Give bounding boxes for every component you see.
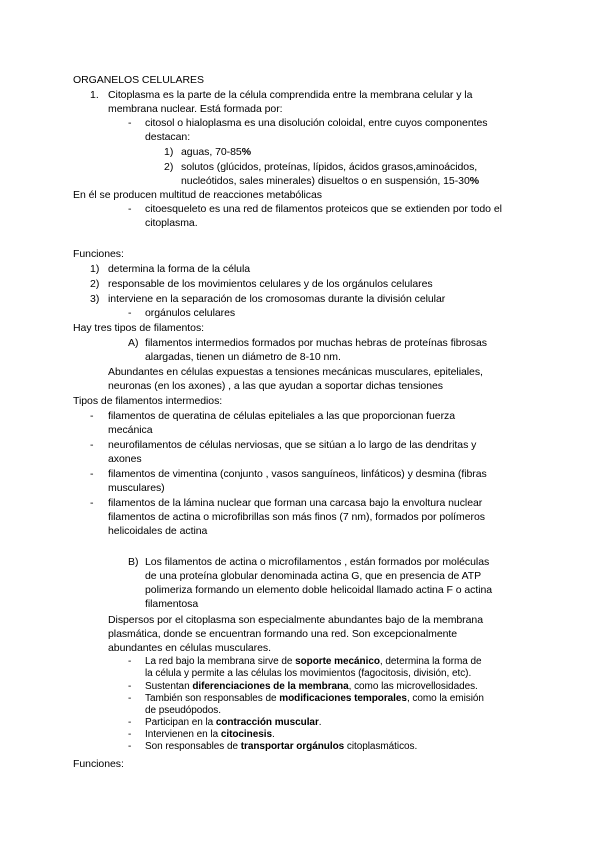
paragraph-line: polimeriza formando un elemento doble helicoidal llamado actina F o actina [145,584,493,596]
list-marker: - [128,117,132,129]
list-marker: B) [128,556,139,568]
list-marker: - [90,410,94,422]
list-item: orgánulos celulares [145,307,236,319]
paragraph-line: de una proteína globular denominada actina G, que en presencia de ATP [145,570,482,582]
list-marker: - [90,497,94,509]
paragraph-line: plasmática, donde se encuentran formando una red. Son excepcionalmente [108,628,458,640]
list-marker: 2) [90,278,100,290]
list-item-text: , como las microvellosidades. [348,681,478,692]
list-marker: - [128,717,132,728]
list-marker: 1) [164,146,174,158]
list-marker: 3) [90,293,100,305]
paragraph-line: En él se producen multitud de reacciones metabólicas [73,189,322,201]
list-item-text: La red bajo la membrana sirve de [145,656,296,667]
list-marker: - [128,741,132,752]
list-item [181,174,479,188]
list-item: filamentos de la lámina nuclear que forman una carcasa bajo la envoltura nuclear [108,497,483,509]
list-item-text: Participan en la [145,717,216,728]
paragraph-line: citosol o hialoplasma es una disolución coloidal, entre cuyos componentes [145,117,488,129]
list-item: determina la forma de la célula [108,263,251,275]
list-item: solutos (glúcidos, proteínas, lípidos, ácidos grasos,aminoácidos, [181,161,478,173]
bold-term: modificaciones temporales [279,693,407,704]
list-item: musculares) [108,482,165,494]
bold-term: citocinesis [220,729,272,740]
list-item: filamentos de queratina de células epiteliales a las que proporcionan fuerza [108,410,456,422]
paragraph-line: neuronas (en los axones) , a las que ayudan a soportar dichas tensiones [108,380,443,392]
list-item [145,693,484,705]
list-marker: - [90,439,94,451]
list-item [145,729,275,741]
list-item: de pseudópodos. [145,705,221,716]
document-title: ORGANELOS CELULARES [73,74,204,86]
list-item [145,717,322,729]
list-marker: - [90,468,94,480]
paragraph-line: alargadas, tienen un diámetro de 8-10 nm. [145,351,341,363]
paragraph-line: Los filamentos de actina o microfilamentos , están formados por moléculas [145,556,490,568]
list-item: interviene en la separación de los cromosomas durante la división celular [108,293,446,305]
list-item-text: Son responsables de [145,741,241,752]
paragraph-line: Citoplasma es la parte de la célula comprendida entre la membrana celular y la [108,89,473,101]
list-item-text: citoplasmáticos. [344,741,418,752]
list-item [181,145,251,159]
section-heading: Funciones: [73,758,124,770]
list-item [145,656,482,668]
paragraph-line: membrana nuclear. Está formada por: [108,103,283,115]
paragraph-line: Dispersos por el citoplasma son especialmente abundantes bajo de la membrana [108,614,484,626]
percent-sign: % [469,175,480,187]
list-item-text: nucleótidos, sales minerales) disueltos o en suspensión, 15-30 [181,175,470,187]
list-marker: 2) [164,161,174,173]
bold-term: diferenciaciones de la membrana [192,681,349,692]
percent-sign: % [241,146,251,158]
list-item [145,741,417,753]
list-item-text: , como la emisión [406,693,484,704]
bold-term: transportar orgánulos [240,741,345,752]
paragraph-line: citoesqueleto es una red de filamentos proteicos que se extienden por todo el [145,203,502,215]
list-item: helicoidales de actina [108,525,208,537]
list-item-text: También son responsables de [145,693,280,704]
list-item-text: . [271,729,275,740]
list-marker: A) [128,337,139,349]
paragraph-line: filamentos intermedios formados por muchas hebras de proteínas fibrosas [145,337,487,349]
list-marker: - [128,729,132,740]
list-item-text: , determina la forma de [379,656,482,667]
paragraph-line: citoplasma. [145,217,198,229]
bold-term: soporte mecánico [295,656,380,667]
list-item: axones [108,453,142,465]
list-item: la célula y permite a las células los movimientos (fagocitosis, división, etc). [145,668,472,679]
list-item: neurofilamentos de células nerviosas, que se sitúan a lo largo de las dendritas y [108,439,477,451]
list-item-text: Intervienen en la [145,729,221,740]
paragraph-line: abundantes en células musculares. [108,642,271,654]
list-item [145,681,478,693]
list-marker: - [128,681,132,692]
list-marker: 1) [90,263,100,275]
paragraph-line: filamentosa [145,598,199,610]
list-item: responsable de los movimientos celulares y de los orgánulos celulares [108,278,433,290]
section-heading: Tipos de filamentos intermedios: [73,395,223,407]
list-marker: - [128,203,132,215]
bold-term: contracción muscular [215,717,319,728]
section-heading: Funciones: [73,248,124,260]
list-marker: - [128,693,132,704]
paragraph-line: destacan: [145,131,191,143]
list-item-text: aguas, 70-85 [181,146,242,158]
list-marker: - [128,656,132,667]
list-item: mecánica [108,424,153,436]
list-item: filamentos de actina o microfibrillas son más finos (7 nm), formados por polímeros [108,511,485,523]
list-item: filamentos de vimentina (conjunto , vasos sanguíneos, linfáticos) y desmina (fibras [108,468,487,480]
section-heading: Hay tres tipos de filamentos: [73,322,205,334]
list-item-text: Sustentan [145,681,193,692]
paragraph-line: Abundantes en células expuestas a tensiones mecánicas musculares, epiteliales, [108,366,483,378]
list-marker: 1. [90,89,99,101]
list-marker: - [128,307,132,319]
list-item-text: . [318,717,322,728]
